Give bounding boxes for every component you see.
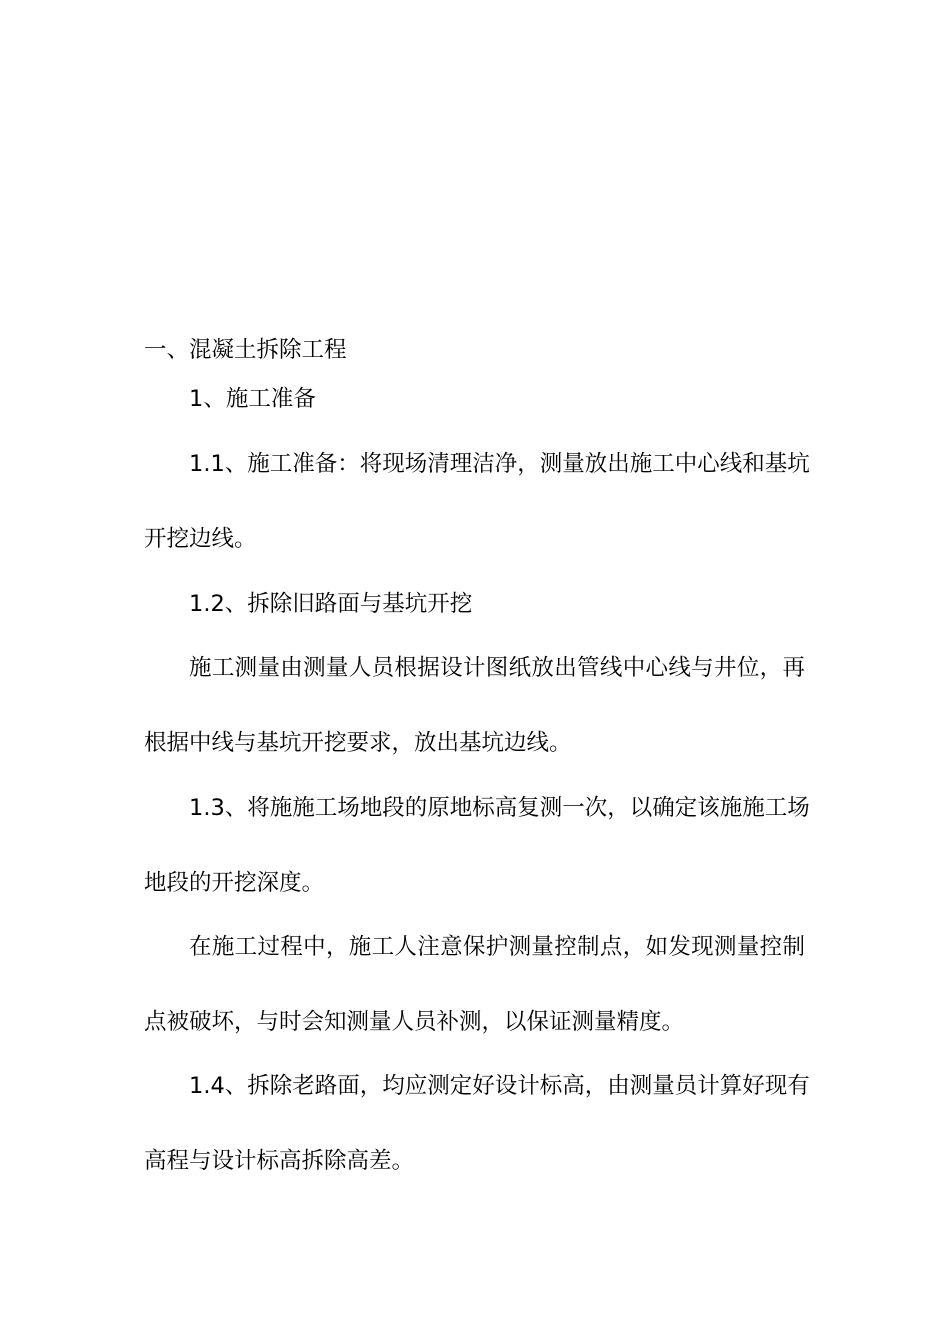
paragraph-1-4-line-1: 1.4、拆除老路面，均应测定好设计标高，由测量员计算好现有	[189, 1073, 810, 1099]
subsection-heading: 1、施工准备	[189, 386, 316, 412]
section-heading: 一、混凝土拆除工程	[144, 337, 347, 363]
paragraph-survey-line-2: 根据中线与基坑开挖要求，放出基坑边线。	[144, 730, 572, 756]
paragraph-survey-line-1: 施工测量由测量人员根据设计图纸放出管线中心线与井位，再	[189, 655, 805, 681]
paragraph-protect-line-1: 在施工过程中，施工人注意保护测量控制点，如发现测量控制	[189, 934, 805, 960]
item-1-2-heading: 1.2、拆除旧路面与基坑开挖	[189, 591, 473, 617]
paragraph-1-1-line-1: 1.1、施工准备：将现场清理洁净，测量放出施工中心线和基坑	[189, 451, 810, 477]
paragraph-protect-line-2: 点被破坏，与时会知测量人员补测，以保证测量精度。	[144, 1009, 685, 1035]
paragraph-1-1-line-2: 开挖边线。	[144, 526, 257, 552]
paragraph-1-4-line-2: 高程与设计标高拆除高差。	[144, 1148, 415, 1174]
paragraph-1-3-line-2: 地段的开挖深度。	[144, 870, 325, 896]
paragraph-1-3-line-1: 1.3、将施施工场地段的原地标高复测一次，以确定该施施工场	[189, 795, 810, 821]
